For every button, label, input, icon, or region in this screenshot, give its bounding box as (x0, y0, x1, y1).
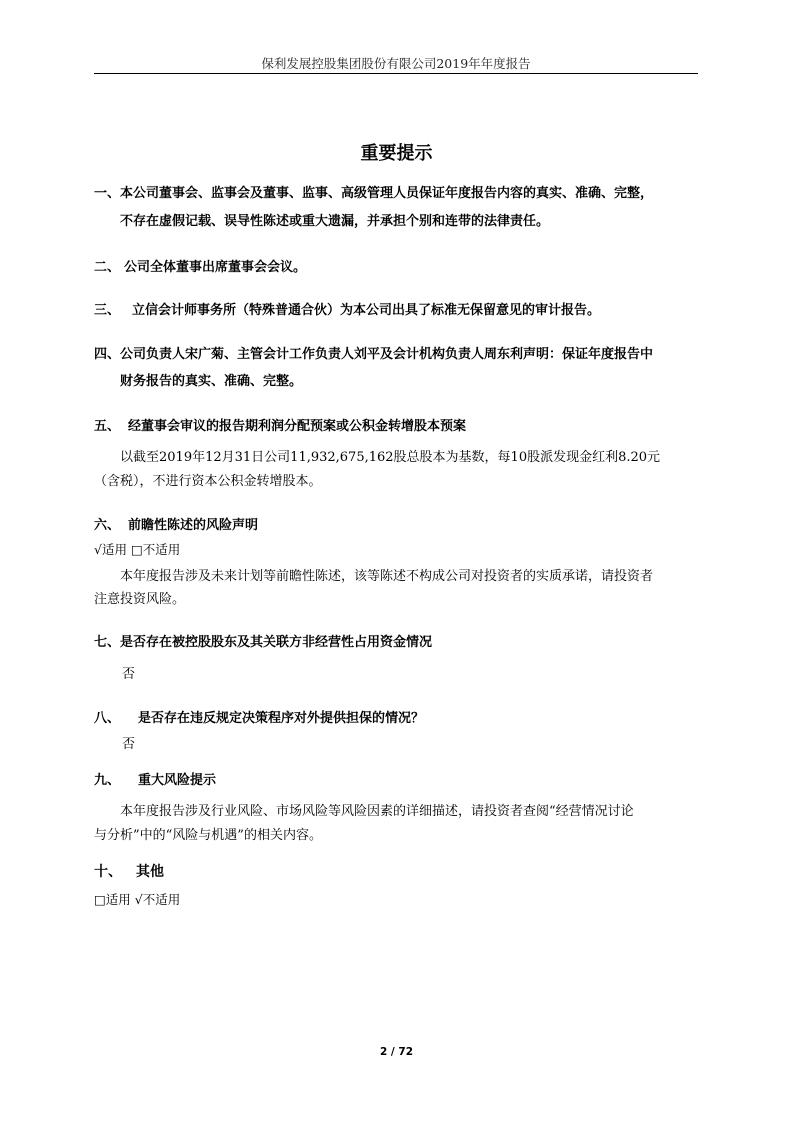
section-4-text-1: 公司负责人宋广菊、主管会计工作负责人刘平及会计机构负责人周东利声明：保证年度报告中 (120, 347, 654, 362)
section-1-line-1 (94, 182, 653, 201)
section-2-number: 二、 (94, 260, 121, 275)
section-9-title: 重大风险提示 (138, 773, 217, 788)
running-header: 保利发展控股集团股份有限公司2019年年度报告 (261, 56, 531, 71)
section-5-body-1: 以截至2019年12月31日公司11,932,675,162股总股本为基数，每10股派发现金红利8.20元 (120, 450, 661, 465)
section-6-number: 六、 (94, 518, 121, 533)
section-10-heading (94, 861, 164, 881)
section-5-title: 经董事会审议的报告期利润分配预案或公积金转增股本预案 (128, 419, 467, 434)
section-9-body-2: 与分析”中的“风险与机遇”的相关内容。 (94, 828, 322, 843)
section-7-heading (94, 631, 432, 650)
section-6-body-1: 本年度报告涉及未来计划等前瞻性陈述，该等陈述不构成公司对投资者的实质承诺，请投资者 (120, 569, 654, 584)
section-9-body-1: 本年度报告涉及行业风险、市场风险等风险因素的详细描述，请投资者查阅“经营情况讨论 (120, 804, 634, 819)
section-9-heading (94, 769, 216, 788)
section-10-applicability: □适用 √不适用 (94, 892, 181, 907)
section-5-number: 五、 (94, 419, 121, 434)
section-3-number: 三、 (94, 303, 121, 318)
section-4-line-2: 财务报告的真实、准确、完整。 (120, 374, 303, 389)
page-number: 2 / 72 (379, 1046, 414, 1058)
section-5-heading (94, 415, 466, 434)
section-5-body-2: （含税），不进行资本公积金转增股本。 (94, 474, 322, 489)
page-title: 重要提示 (360, 143, 433, 164)
section-6-body-2: 注意投资风险。 (94, 592, 186, 607)
section-1-text-1: 本公司董事会、监事会及董事、监事、高级管理人员保证年度报告内容的真实、准确、完整， (120, 186, 654, 201)
section-7-title: 是否存在被控股股东及其关联方非经营性占用资金情况 (120, 635, 433, 650)
section-3 (94, 299, 600, 318)
section-2-text: 公司全体董事出席董事会会议。 (124, 260, 307, 275)
section-4-line-1 (94, 343, 653, 362)
section-8-number: 八、 (94, 711, 121, 726)
section-10-title: 其他 (136, 864, 164, 880)
section-9-number: 九、 (94, 773, 121, 788)
header-divider (94, 73, 698, 74)
section-7-answer: 否 (122, 667, 136, 682)
section-2 (94, 256, 306, 275)
section-8-heading (94, 707, 424, 726)
section-6-title: 前瞻性陈述的风险声明 (128, 518, 259, 533)
section-8-title: 是否存在违反规定决策程序对外提供担保的情况？ (138, 711, 425, 726)
section-1-line-2: 不存在虚假记载、误导性陈述或重大遗漏，并承担个别和连带的法律责任。 (120, 214, 550, 229)
section-1-number: 一、 (94, 186, 121, 201)
section-8-answer: 否 (122, 737, 136, 752)
section-6-applicability: √适用 □不适用 (94, 542, 181, 557)
section-7-number: 七、 (94, 635, 121, 650)
section-6-heading (94, 514, 258, 533)
section-3-text: 立信会计师事务所（特殊普通合伙）为本公司出具了标准无保留意见的审计报告。 (132, 303, 601, 318)
section-4-number: 四、 (94, 347, 121, 362)
section-10-number: 十、 (94, 864, 122, 880)
